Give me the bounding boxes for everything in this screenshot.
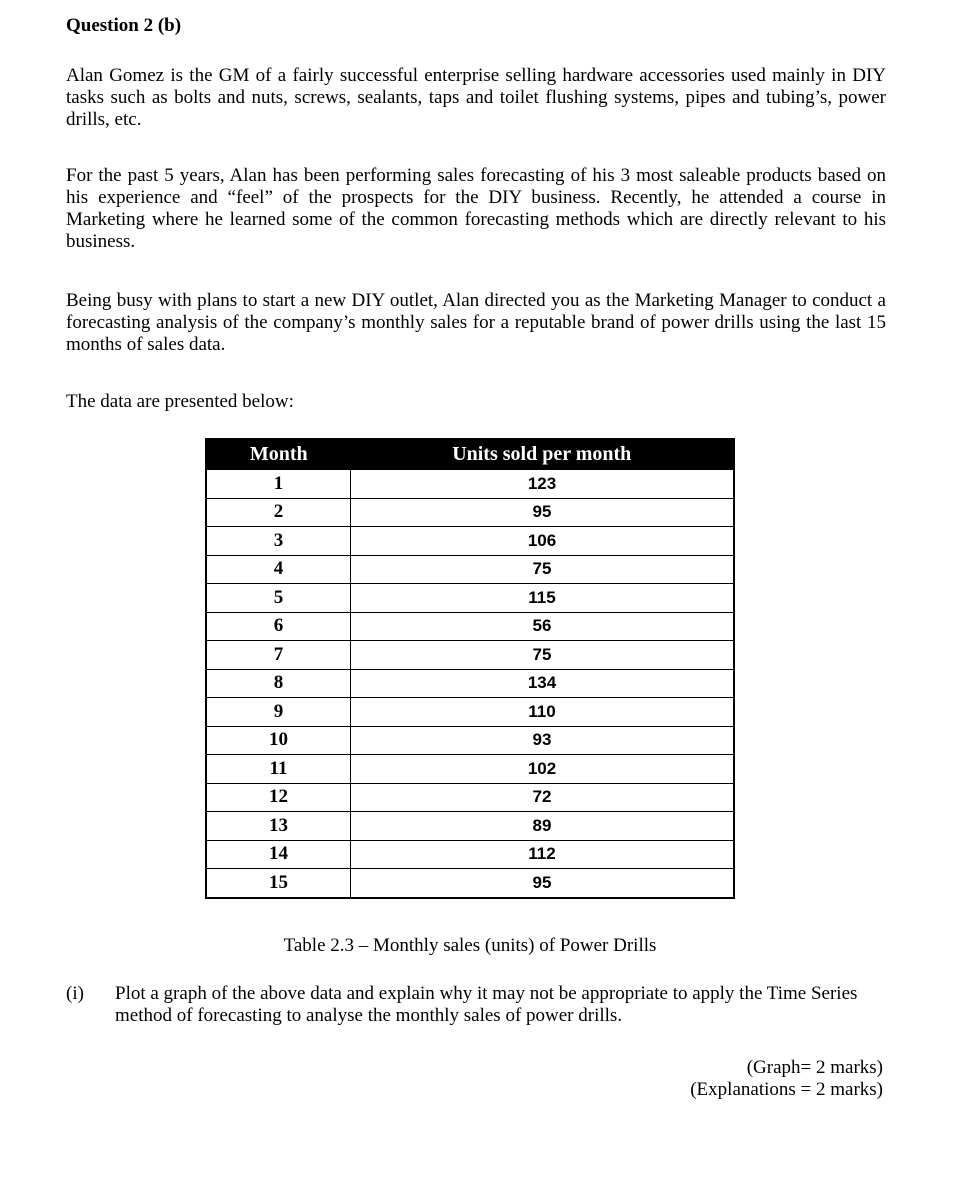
cell-month: 14 bbox=[206, 840, 351, 869]
cell-month: 4 bbox=[206, 555, 351, 584]
sales-table bbox=[205, 438, 735, 899]
cell-month: 13 bbox=[206, 812, 351, 841]
cell-month: 2 bbox=[206, 498, 351, 527]
table-row bbox=[206, 698, 734, 727]
table-row bbox=[206, 755, 734, 784]
marks-explanations: (Explanations = 2 marks) bbox=[690, 1079, 883, 1100]
table-row bbox=[206, 527, 734, 556]
table-body bbox=[206, 470, 734, 898]
cell-month: 7 bbox=[206, 641, 351, 670]
table-row bbox=[206, 783, 734, 812]
cell-units: 95 bbox=[351, 498, 735, 527]
cell-month: 10 bbox=[206, 726, 351, 755]
paragraph-data-intro: The data are presented below: bbox=[66, 391, 294, 412]
cell-month: 6 bbox=[206, 612, 351, 641]
table-row bbox=[206, 498, 734, 527]
cell-units: 93 bbox=[351, 726, 735, 755]
cell-month: 5 bbox=[206, 584, 351, 613]
cell-month: 11 bbox=[206, 755, 351, 784]
cell-month: 12 bbox=[206, 783, 351, 812]
cell-units: 95 bbox=[351, 869, 735, 898]
table-row bbox=[206, 669, 734, 698]
table-row bbox=[206, 812, 734, 841]
header-month: Month bbox=[206, 439, 351, 470]
table-row bbox=[206, 584, 734, 613]
table-row bbox=[206, 726, 734, 755]
cell-units: 75 bbox=[351, 555, 735, 584]
cell-month: 8 bbox=[206, 669, 351, 698]
paragraph-background: For the past 5 years, Alan has been performing sales forecasting of his 3 most saleable products based on his experience and “feel” of the prospects for the DIY business. Recently, he attended a course in Marketing where he learned some of the common forecasting methods which are directly relevant to his business. bbox=[66, 165, 886, 252]
table-row bbox=[206, 555, 734, 584]
cell-units: 115 bbox=[351, 584, 735, 613]
table-caption: Table 2.3 – Monthly sales (units) of Power Drills bbox=[283, 935, 657, 956]
paragraph-task: Being busy with plans to start a new DIY outlet, Alan directed you as the Marketing Manager to conduct a forecasting analysis of the company’s monthly sales for a reputable brand of power drills using the last 15 months of sales data. bbox=[66, 290, 886, 355]
table-row bbox=[206, 612, 734, 641]
cell-units: 110 bbox=[351, 698, 735, 727]
cell-month: 9 bbox=[206, 698, 351, 727]
paragraph-intro: Alan Gomez is the GM of a fairly successful enterprise selling hardware accessories used mainly in DIY tasks such as bolts and nuts, screws, sealants, taps and toilet flushing systems, pipes and tubing’s, power drills, etc. bbox=[66, 65, 886, 130]
cell-month: 1 bbox=[206, 470, 351, 499]
header-units: Units sold per month bbox=[351, 439, 735, 470]
cell-units: 112 bbox=[351, 840, 735, 869]
cell-units: 134 bbox=[351, 669, 735, 698]
question-heading: Question 2 (b) bbox=[66, 15, 182, 36]
table-row bbox=[206, 470, 734, 499]
cell-units: 89 bbox=[351, 812, 735, 841]
cell-units: 72 bbox=[351, 783, 735, 812]
cell-units: 56 bbox=[351, 612, 735, 641]
question-text: Plot a graph of the above data and explain why it may not be appropriate to apply the Time Series method of forecasting to analyse the monthly sales of power drills. bbox=[115, 983, 858, 1026]
table-row bbox=[206, 840, 734, 869]
cell-month: 3 bbox=[206, 527, 351, 556]
marks-graph: (Graph= 2 marks) bbox=[746, 1057, 883, 1078]
table-row bbox=[206, 869, 734, 898]
cell-units: 106 bbox=[351, 527, 735, 556]
marks-allocation bbox=[690, 1057, 883, 1101]
table-row bbox=[206, 641, 734, 670]
cell-month: 15 bbox=[206, 869, 351, 898]
table-header-row bbox=[206, 439, 734, 470]
question-number: (i) bbox=[66, 983, 84, 1004]
cell-units: 123 bbox=[351, 470, 735, 499]
cell-units: 75 bbox=[351, 641, 735, 670]
cell-units: 102 bbox=[351, 755, 735, 784]
